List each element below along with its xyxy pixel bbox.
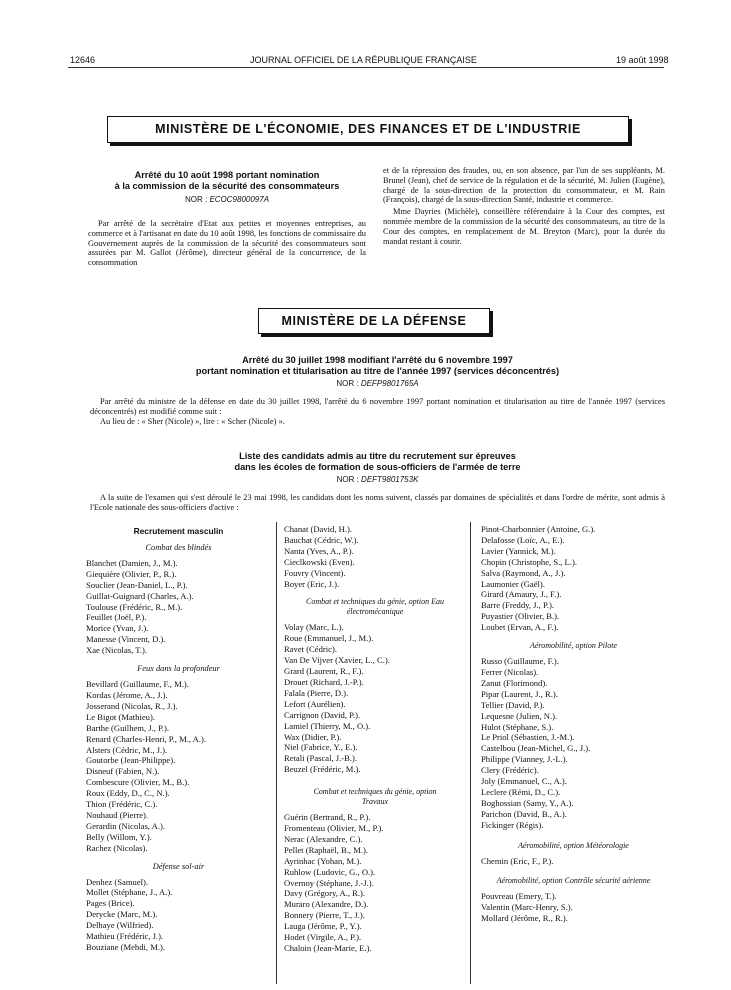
candidate-name: Laumonier (Gaël). <box>481 578 545 589</box>
candidate-name: Mollet (Stéphane, J., A.). <box>86 887 173 898</box>
nor-code: DEFP9801765A <box>360 379 419 388</box>
candidate-name: Joly (Emmanuel, C., A.). <box>481 776 567 787</box>
candidate-name: Lefort (Aurélien). <box>284 698 346 709</box>
candidate-name: Leclere (Rémi, D., C.). <box>481 786 561 797</box>
liste-candidats-block <box>90 451 665 513</box>
section-title: Aéromobilité, option Contrôle sécurité aérienne <box>496 876 651 886</box>
candidate-name: Nanta (Yves, A., P.). <box>284 545 354 556</box>
candidate-name: Bouziane (Mehdi, M.). <box>86 942 165 952</box>
liste-title-line2: dans les écoles de formation de sous-officiers de l'armée de terre <box>234 462 521 472</box>
candidate-name: Chanat (David, H.). <box>284 524 353 534</box>
candidate-name: Lavier (Yannick, M.). <box>481 545 556 556</box>
section-title: Combat et techniques du génie, option Travaux <box>313 787 437 807</box>
section-names <box>481 524 666 633</box>
candidate-name: Nerac (Alexandre, C.). <box>284 833 363 844</box>
section-title: Aéromobilité, option Pilote <box>529 641 618 651</box>
arrete-economie-text-left: Par arrêté de la secrétaire d'Etat aux petites et moyennes entreprises, au commerce et à l'artisanat en date du 10 août 1998, les fonctions de commissaire du Gouvernement auprès de la commission de la sécurité des consommateurs sont assurées par M. Gallot (Jérôme), directeur général de la concurrence, de la consommation <box>88 219 366 268</box>
candidates-column-3 <box>481 524 666 924</box>
candidate-name: Pages (Brice). <box>86 898 135 909</box>
candidate-name: Zanut (Florimond). <box>481 677 548 688</box>
candidate-name: Drouet (Richard, J.-P.). <box>284 676 364 687</box>
section-names <box>86 679 271 854</box>
candidate-name: Souclier (Jean-Daniel, L., P.). <box>86 579 188 590</box>
arrete-economie-title-line2: à la commission de la sécurité des consommateurs <box>114 181 340 191</box>
candidate-name: Valentin (Marc-Henry, S.). <box>481 902 573 913</box>
candidate-name: Salva (Raymond, A., J.). <box>481 567 566 578</box>
candidate-name: Thion (Frédéric, C.). <box>86 799 158 810</box>
section-names <box>284 622 466 775</box>
candidate-name: Puyastier (Olivier, B.). <box>481 611 560 622</box>
candidate-name: Boyer (Eric, J.). <box>284 578 340 589</box>
column-divider <box>470 522 471 984</box>
journal-title: JOURNAL OFFICIEL DE LA RÉPUBLIQUE FRANÇAISE <box>250 55 477 65</box>
arrete-defense-text: Par arrêté du ministre de la défense en date du 30 juillet 1998, l'arrêté du 6 novembre 1997 portant nomination et titularisation au titre de l'année 1997 (services déconcentrés) est modifié comme suit : <box>90 397 665 416</box>
candidate-name: Wax (Didier, P.). <box>284 731 342 742</box>
section-names <box>481 856 666 867</box>
candidate-name: Van De Vijver (Xavier, L., C.). <box>284 655 390 666</box>
section-title: Feux dans la profondeur <box>137 664 220 674</box>
candidate-name: Tellier (David, P.). <box>481 699 545 710</box>
candidates-column-2 <box>284 524 466 954</box>
candidate-name: Mathieu (Frédéric, J.). <box>86 931 164 942</box>
candidate-name: Belly (Willom, Y.). <box>86 831 152 842</box>
arrete-economie-text-right-1: et de la répression des fraudes, ou, en son absence, par l'un de ses suppléants, M. Brunel (Jean), chef de service de la régulation et de la sécurité, M. Julien (Eugène), chargé de la sous-direction de la protection du consommateur, et M. Rain (François), chargé de la sous-direction Santé, industrie et commerce. <box>383 166 665 205</box>
section-title: Combat des blindés <box>145 542 212 552</box>
nor-code: DEFT9801753K <box>361 475 419 484</box>
candidate-name: Nouhaud (Pierre). <box>86 809 149 820</box>
candidate-name: Muraro (Alexandre, D.). <box>284 899 369 910</box>
arrete-economie-block <box>88 170 366 268</box>
candidate-name: Ferrer (Nicolas). <box>481 666 539 677</box>
arrete-economie-text-right-2: Mme Dayries (Michèle), conseillère référendaire à la Cour des comptes, est nommée membre de la commission de la sécurité des consommateurs, au titre de la Cour des comptes, en remplacement de M. Breyton (Marc), pour la durée du mandat restant à courir. <box>383 207 665 246</box>
candidate-name: Guérin (Bertrand, R., P.). <box>284 812 371 823</box>
candidate-name: Alsters (Cédric, M., J.). <box>86 744 168 755</box>
liste-intro: A la suite de l'examen qui s'est déroulé le 23 mai 1998, les candidats dont les noms suivent, classés par domaines de spécialités et dans l'ordre de mérite, sont admis à l'Ecole nationale des sous-officiers d'active : <box>90 493 665 512</box>
candidate-name: Castelbou (Jean-Michel, G., J.). <box>481 743 591 754</box>
candidate-name: Ravet (Cédric). <box>284 644 337 655</box>
arrete-defense-block <box>90 355 665 426</box>
nor-label: NOR : <box>184 195 208 204</box>
candidate-name: Roue (Emmanuel, J., M.). <box>284 633 374 644</box>
section-names <box>481 656 666 831</box>
candidate-name: Denhez (Samuel). <box>86 876 149 887</box>
candidate-name: Lequesne (Julien, N.). <box>481 710 558 721</box>
candidate-name: Retali (Pascal, J.-B.). <box>284 753 358 764</box>
nor-liste <box>90 475 665 484</box>
candidate-name: Giequière (Olivier, P., R.). <box>86 568 177 579</box>
candidate-name: Gerardin (Nicolas, A.). <box>86 820 165 831</box>
nor-code: ECOC9800097A <box>209 195 270 204</box>
candidate-name: Beuzel (Frédéric, M.). <box>284 764 361 775</box>
candidate-name: Pellet (Raphaël, B., M.). <box>284 844 369 855</box>
candidate-name: Blanchet (Damien, J., M.). <box>86 557 178 568</box>
candidate-name: Le Priol (Sébastien, J.-M.). <box>481 732 575 743</box>
candidate-name: Derycke (Marc, M.). <box>86 909 158 920</box>
candidate-name: Cieclkowski (Even). <box>284 556 355 567</box>
candidate-name: Overnoy (Stéphane, J.-J.). <box>284 877 374 888</box>
arrete-economie-right <box>383 166 665 246</box>
candidate-name: Fromenteau (Olivier, M., P.). <box>284 823 384 834</box>
recrutement-heading: Recrutement masculin <box>133 526 224 536</box>
candidate-name: Grard (Laurent, R., F.). <box>284 666 364 677</box>
candidate-name: Chemin (Eric, F., P.). <box>481 855 554 866</box>
candidate-name: Loubet (Ervan, A., F.). <box>481 622 559 633</box>
candidate-name: Goutorbe (Jean-Philippe). <box>86 755 176 766</box>
header-rule <box>68 67 664 68</box>
candidate-name: Barthe (Guilhem, J., P.). <box>86 722 170 733</box>
candidate-name: Pipar (Laurent, J., R.). <box>481 688 558 699</box>
section-title: Aéromobilité, option Météorologie <box>518 840 629 850</box>
candidate-name: Pouvreau (Emery, T.). <box>481 891 557 902</box>
section-names <box>284 812 466 954</box>
candidate-name: Fouvry (Vincent). <box>284 567 346 578</box>
candidate-name: Disneuf (Fabien, N.). <box>86 766 160 777</box>
candidate-name: Ayrinhac (Yohan, M.). <box>284 855 362 866</box>
ministry-economie-title: MINISTÈRE DE L'ÉCONOMIE, DES FINANCES ET DE L'INDUSTRIE <box>107 116 629 143</box>
candidate-name: Girard (Amaury, J., F.). <box>481 589 562 600</box>
candidate-name: Falala (Pierre, D.). <box>284 687 349 698</box>
candidate-name: Delafosse (Loïc, A., E.). <box>481 534 565 545</box>
candidate-name: Renard (Charles-Henri, P., M., A.). <box>86 733 207 744</box>
candidate-name: Xae (Nicolas, T.). <box>86 645 148 656</box>
candidate-name: Chopin (Christophe, S., L.). <box>481 556 577 567</box>
candidate-name: Feuillet (Joël, P.). <box>86 612 147 623</box>
column-divider <box>276 522 277 984</box>
section-names <box>284 524 466 589</box>
candidate-name: Boghossian (Samy, Y., A.). <box>481 797 574 808</box>
candidate-name: Carrignon (David, P.). <box>284 709 361 720</box>
nor-label: NOR : <box>336 475 359 484</box>
candidate-name: Barre (Freddy, J., P.). <box>481 600 554 611</box>
candidate-name: Hodet (Virgile, A., P.). <box>284 932 362 943</box>
arrete-economie-title-line1: Arrêté du 10 août 1998 portant nomination <box>134 170 320 180</box>
page-number: 12646 <box>70 55 96 65</box>
candidate-name: Combescure (Olivier, M., B.). <box>86 777 190 788</box>
candidate-name: Bauchat (Cédric, W.). <box>284 534 359 545</box>
candidate-name: Fickinger (Régis). <box>481 819 544 830</box>
candidate-name: Parichon (David, B., A.). <box>481 808 567 819</box>
candidate-name: Philippe (Vianney, J.-L.). <box>481 754 568 765</box>
candidate-name: Volay (Marc, L.). <box>284 622 344 633</box>
arrete-defense-title-line1: Arrêté du 30 juillet 1998 modifiant l'arrêté du 6 novembre 1997 <box>242 355 513 365</box>
section-names <box>86 558 271 656</box>
arrete-defense-title-line2: portant nomination et titularisation au titre de l'année 1997 (services déconcentrés) <box>195 366 560 376</box>
candidate-name: Mollard (Jérôme, R., R.). <box>481 913 568 924</box>
issue-date: 19 août 1998 <box>616 55 669 65</box>
liste-title-line1: Liste des candidats admis au titre du recrutement sur épreuves <box>239 451 516 461</box>
nor-label: NOR : <box>336 379 359 388</box>
candidate-name: Hulot (Stéphane, S.). <box>481 721 554 732</box>
candidate-name: Guillat-Guignard (Charles, A.). <box>86 590 194 601</box>
candidate-name: Manesse (Vincent, D.). <box>86 634 166 645</box>
section-names <box>86 877 271 953</box>
candidate-name: Le Bigot (Mathieu). <box>86 711 155 722</box>
candidate-name: Delhaye (Wilfried). <box>86 920 154 931</box>
candidate-name: Ruhlow (Ludovic, G., O.). <box>284 866 376 877</box>
candidate-name: Chaloin (Jean-Marie, E.). <box>284 943 372 953</box>
candidate-name: Niel (Fabrice, Y., E.). <box>284 742 358 753</box>
section-names <box>481 891 666 924</box>
candidate-name: Morice (Yvan, J.). <box>86 623 149 634</box>
candidate-name: Bevillard (Guillaume, F., M.). <box>86 679 189 690</box>
candidate-name: Bonnery (Pierre, T., J.). <box>284 910 365 921</box>
section-title: Combat et techniques du génie, option Eau électromécanique <box>306 597 444 617</box>
candidate-name: Toulouse (Frédéric, R., M.). <box>86 601 183 612</box>
arrete-defense-correction: Au lieu de : « Sher (Nicole) », lire : « Scher (Nicole) ». <box>100 416 285 426</box>
ministry-defense-title: MINISTÈRE DE LA DÉFENSE <box>258 308 490 334</box>
nor-defense <box>90 379 665 388</box>
candidate-name: Clery (Frédéric). <box>481 765 539 776</box>
candidate-name: Rachez (Nicolas). <box>86 842 148 853</box>
section-title: Défense sol-air <box>152 861 205 871</box>
candidate-name: Pinot-Charbonnier (Antoine, G.). <box>481 524 596 534</box>
candidates-column-1 <box>86 526 271 953</box>
nor-economie <box>88 195 366 204</box>
candidate-name: Davy (Grégory, A., R.). <box>284 888 366 899</box>
candidate-name: Roux (Eddy, D., C., N.). <box>86 788 170 799</box>
candidate-name: Lauga (Jérôme, P., Y.). <box>284 921 362 932</box>
candidate-name: Lamiel (Thierry, M., O.). <box>284 720 371 731</box>
candidate-name: Kordas (Jérome, A., J.). <box>86 689 168 700</box>
candidate-name: Josserand (Nicolas, R., J.). <box>86 700 178 711</box>
candidate-name: Russo (Guillaume, F.). <box>481 656 559 667</box>
